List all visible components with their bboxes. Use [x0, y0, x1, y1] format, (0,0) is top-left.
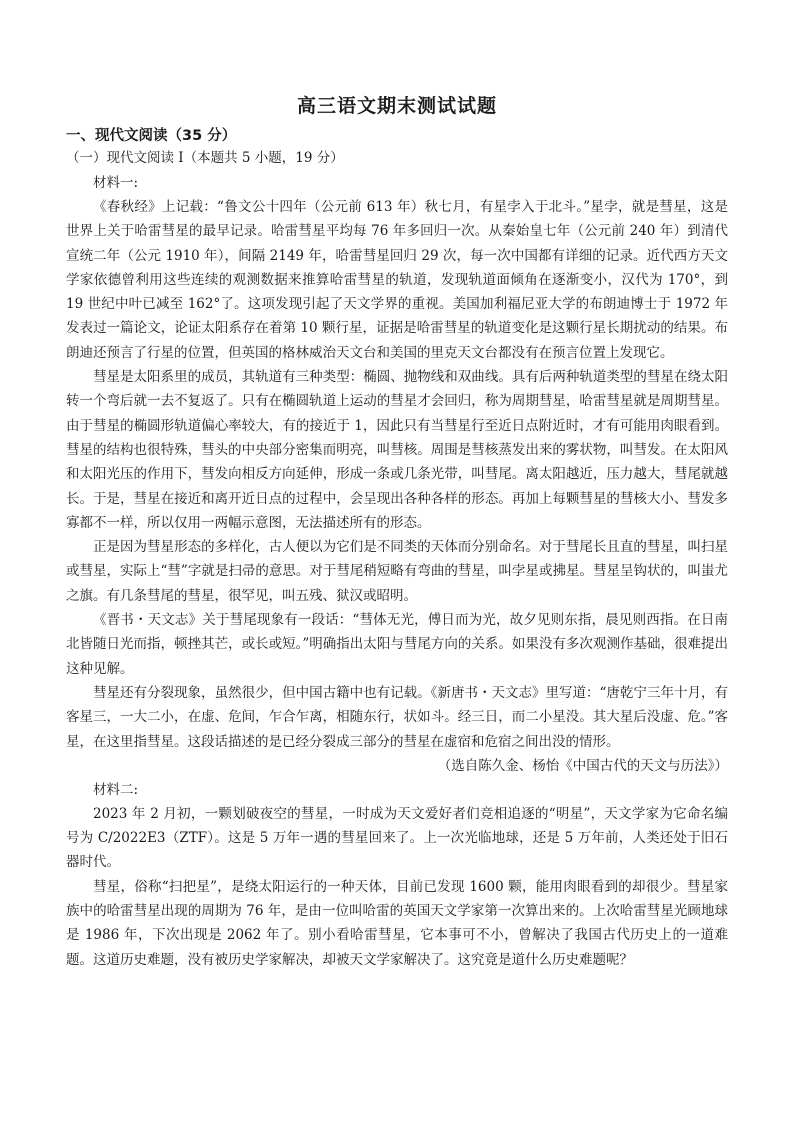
- material-one-label: 材料一:: [93, 175, 139, 191]
- material-one-paragraph: 彗星是太阳系里的成员，其轨道有三种类型：椭圆、抛物线和双曲线。具有后两种轨道类型的彗星在绕太阳转一个弯后就一去不复返了。只有在椭圆轨道上运动的彗星才会回归，称为周期彗星，哈雷彗星就是周期彗星。由于彗星的椭圆形轨道偏心率较大，有的接近于 1，因此只有当彗星行至近日点附近时，才有可能用肉眼看到。彗星的结构也很特殊，彗头的中央部分密集而明亮，叫彗核。周围是彗核蒸发出来的雾状物，叫彗发。在太阳风和太阳光压的作用下，彗发向相反方向延伸，形成一条或几条光带，叫彗尾。离太阳越近，压力越大，彗尾就越长。于是，彗星在接近和离开近日点的过程中，会呈现出各种各样的形态。再加上每颗彗星的彗核大小、彗发多寡都不一样，所以仅用一两幅示意图，无法描述所有的形态。: [66, 369, 728, 531]
- section-heading: 一、现代文阅读（35 分）: [66, 128, 237, 144]
- subsection-heading: （一）现代文阅读 I（本题共 5 小题，19 分）: [66, 150, 344, 166]
- exam-page: [66, 93, 728, 972]
- material-one-paragraph: 《晋书・天文志》关于彗尾现象有一段话：“彗体无光，傅日而为光，故夕见则东指，晨见则西指。在日南北皆随日光而指，顿挫其芒，或长或短。”明确指出太阳与彗尾方向的关系。如果没有多次观测作基础，很难提出这种见解。: [66, 612, 728, 677]
- material-one-paragraph: 彗星还有分裂现象，虽然很少，但中国古籍中也有记载。《新唐书・天文志》里写道：“唐乾宁三年十月，有客星三，一大二小，在虚、危间，乍合乍离，相随东行，状如斗。经三日，而二小星没。其大星后没虚、危。”客星，在这里指彗星。这段话描述的是已经分裂成三部分的彗星在虚宿和危宿之间出没的情形。: [66, 684, 728, 750]
- exam-title: 高三语文期末测试试题: [296, 95, 497, 117]
- material-one-paragraph: 《春秋经》上记载：“鲁文公十四年（公元前 613 年）秋七月，有星孛入于北斗。”星孛，就是彗星，这是世界上关于哈雷彗星的最早记录。哈雷彗星平均每 76 年多回归一次。从秦始皇七年（公元前 240 年）到清代宣统二年（公元 1910 年），间隔 2149 年，哈雷彗星回归 29 次，每一次中国都有详细的记录。近代西方天文学家依德曾利用这些连续的观测数据来推算哈雷彗星的轨道，发现轨道面倾角在逐渐变小，汉代为 170°，到 19 世纪中叶已减至 162°了。这项发现引起了天文学界的重视。美国加利福尼亚大学的布朗迪博士于 1972 年发表过一篇论文，论证太阳系存在着第 10 颗行星，证据是哈雷彗星的轨道变化是这颗行星长期扰动的结果。布朗迪还预言了行星的位置，但英国的格林威治天文台和美国的里克天文台都没有在预言位置上发现它。: [66, 199, 728, 361]
- material-two-paragraph: 2023 年 2 月初，一颗划破夜空的彗星，一时成为天文爱好者们竞相追逐的“明星”，天文学家为它命名编号为 C/2022E3（ZTF）。这是 5 万年一遇的彗星回来了。上一次光临地球，还是 5 万年前，人类还处于旧石器时代。: [66, 805, 728, 871]
- material-one-source: （选自陈久金、杨怡《中国古代的天文与历法》）: [437, 757, 728, 774]
- material-two-paragraph: 彗星，俗称“扫把星”，是绕太阳运行的一种天体，目前已发现 1600 颗，能用肉眼看到的却很少。彗星家族中的哈雷彗星出现的周期为 76 年，是由一位叫哈雷的英国天文学家第一次算出来的。上次哈雷彗星光顾地球是 1986 年，下次出现是 2062 年了。别小看哈雷彗星，它本事可不小，曾解决了我国古代历史上的一道难题。这道历史难题，没有被历史学家解决，却被天文学家解决了。这究竟是道什么历史难题呢？: [66, 878, 728, 968]
- material-two-label: 材料二:: [93, 781, 139, 798]
- material-one-paragraph: 正是因为彗星形态的多样化，古人便以为它们是不同类的天体而分别命名。对于彗尾长且直的彗星，叫扫星或彗星，实际上“彗”字就是扫帚的意思。对于彗尾稍短略有弯曲的彗星，叫孛星或拂星。彗星呈钩状的，叫蚩尤之旗。有几条彗尾的彗星，很罕见，叫五残、狱汉或昭明。: [66, 539, 728, 604]
